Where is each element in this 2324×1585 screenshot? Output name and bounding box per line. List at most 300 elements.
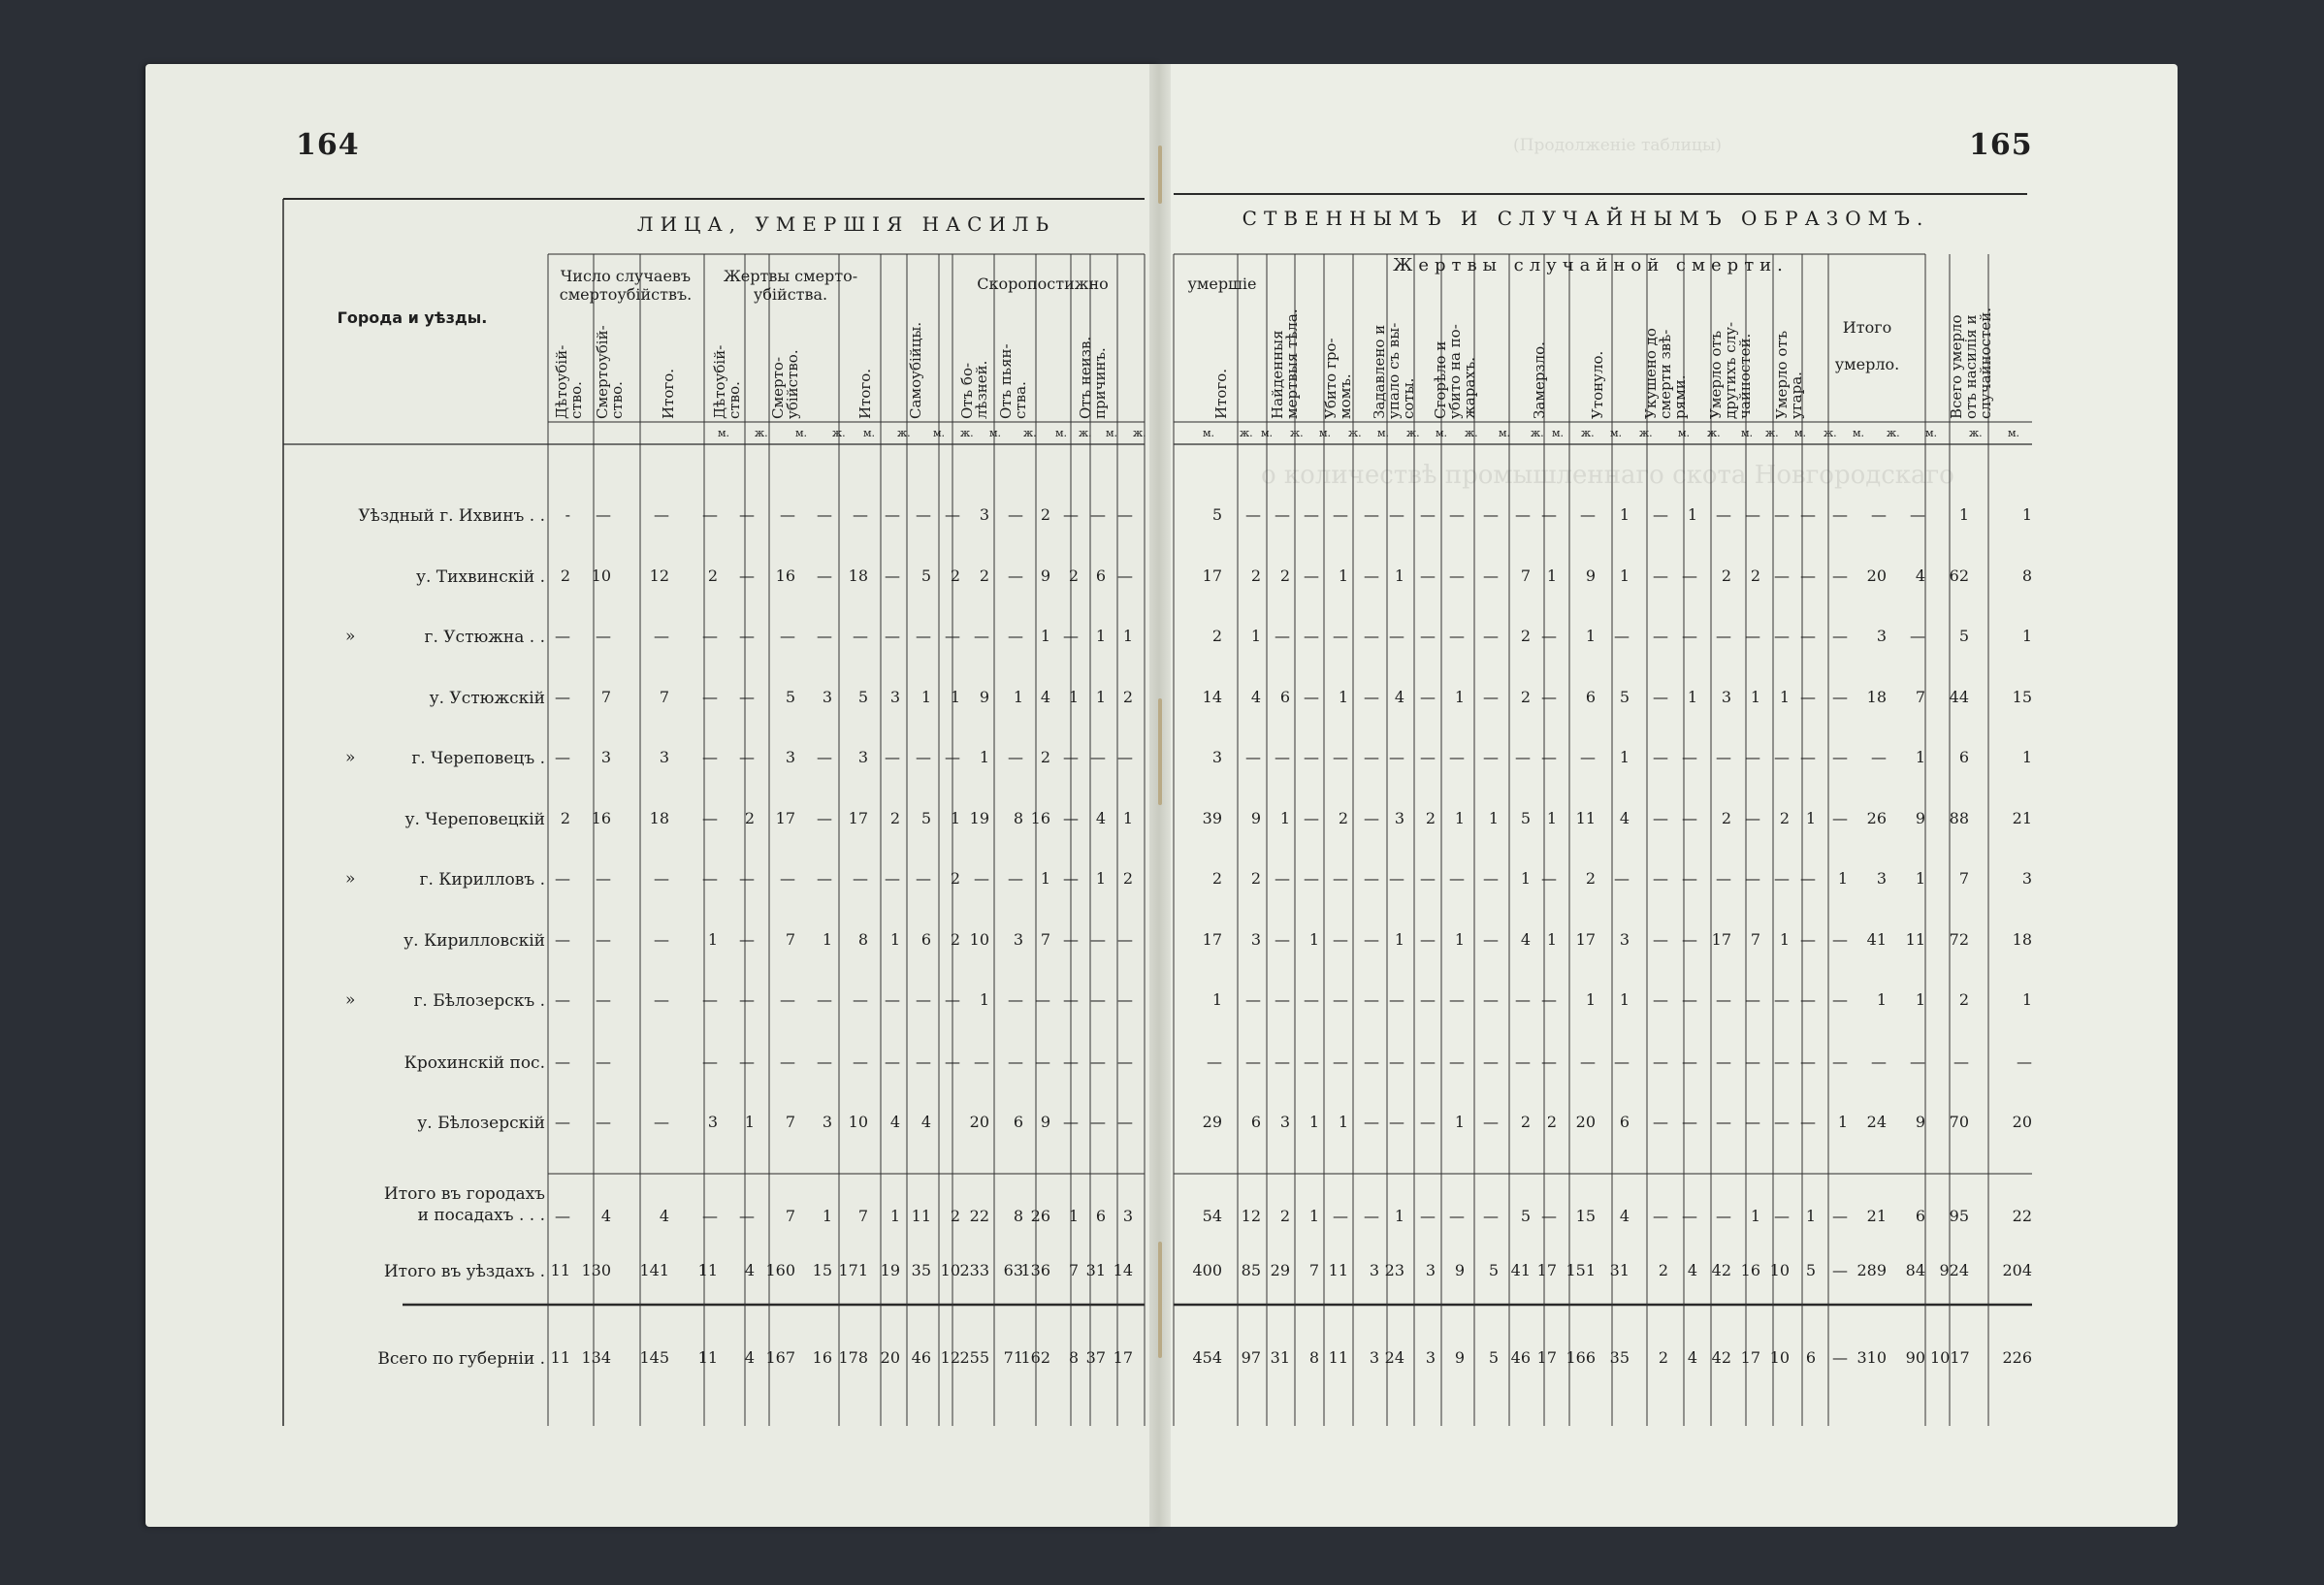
- table-cell: 42: [1711, 1261, 1731, 1279]
- table-cell: —: [853, 1052, 868, 1071]
- page-number-right: 165: [1969, 128, 2033, 162]
- table-cell: 1: [2021, 990, 2032, 1009]
- row-label: Итого въ городахъ и посадахъ . . .: [383, 1184, 545, 1225]
- table-cell: 1: [1338, 1113, 1348, 1131]
- table-cell: 4: [1915, 566, 1925, 585]
- table-cell: 6: [1619, 1113, 1630, 1131]
- table-cell: 1: [1095, 627, 1106, 645]
- table-cell: 2: [1211, 869, 1222, 888]
- table-cell: 1: [950, 688, 960, 706]
- table-cell: 7: [659, 688, 669, 706]
- table-cell: 1: [1394, 1207, 1404, 1225]
- table-cell: —: [1389, 1052, 1404, 1071]
- table-cell: —: [654, 990, 669, 1009]
- table-cell: —: [1515, 748, 1531, 766]
- table-cell: —: [1682, 990, 1697, 1009]
- table-cell: 1: [1250, 627, 1261, 645]
- table-cell: 3: [1279, 1113, 1290, 1131]
- table-cell: 9: [1585, 566, 1596, 585]
- table-cell: —: [945, 505, 960, 524]
- table-cell: —: [1304, 809, 1319, 827]
- table-cell: —: [1832, 688, 1848, 706]
- table-cell: —: [853, 990, 868, 1009]
- table-cell: —: [1063, 1113, 1079, 1131]
- row-label: г. Кирилловъ .: [419, 870, 545, 890]
- table-cell: 11: [550, 1348, 570, 1367]
- table-cell: 17: [1202, 566, 1222, 585]
- table-cell: 17: [1575, 930, 1596, 949]
- table-cell: —: [739, 869, 755, 888]
- table-cell: 5: [1520, 1207, 1531, 1225]
- table-cell: 2: [1040, 748, 1050, 766]
- table-cell: 62: [1949, 566, 1969, 585]
- table-cell: —: [945, 990, 960, 1009]
- table-cell: —: [1008, 505, 1023, 524]
- table-cell: 160: [765, 1261, 795, 1279]
- table-cell: 3: [1425, 1348, 1436, 1367]
- table-cell: —: [1275, 627, 1290, 645]
- table-title-right: СТВЕННЫМЪ И СЛУЧАЙНЫМЪ ОБРАЗОМЪ.: [1242, 207, 1930, 230]
- sex-label: ж.: [1581, 427, 1595, 439]
- table-cell: 1: [979, 748, 989, 766]
- table-cell: —: [1304, 748, 1319, 766]
- table-cell: —: [1774, 1052, 1790, 1071]
- table-cell: 1: [1122, 809, 1133, 827]
- table-cell: 12: [1241, 1207, 1261, 1225]
- table-cell: —: [1117, 930, 1133, 949]
- table-cell: 1: [1687, 688, 1697, 706]
- table-cell: 3: [1369, 1261, 1379, 1279]
- table-cell: 14: [1202, 688, 1222, 706]
- table-cell: —: [1800, 688, 1816, 706]
- row-label: у. Тихвинскій .: [415, 567, 545, 587]
- table-cell: —: [702, 869, 718, 888]
- table-cell: —: [739, 990, 755, 1009]
- table-cell: —: [1364, 627, 1379, 645]
- sex-label: м.: [1261, 427, 1274, 439]
- table-cell: 2: [1750, 566, 1760, 585]
- table-cell: 4: [1619, 809, 1630, 827]
- table-cell: —: [1541, 990, 1557, 1009]
- table-cell: 6: [1095, 1207, 1106, 1225]
- table-cell: —: [1063, 627, 1079, 645]
- table-cell: 1: [1915, 748, 1925, 766]
- table-cell: —: [1483, 748, 1499, 766]
- table-cell: 5: [1958, 627, 1969, 645]
- ditto-mark: »: [345, 990, 356, 1010]
- table-cell: 4: [1687, 1261, 1697, 1279]
- table-cell: —: [702, 688, 718, 706]
- table-cell: 1: [1308, 930, 1319, 949]
- table-cell: —: [1653, 869, 1668, 888]
- table-cell: —: [1245, 748, 1261, 766]
- table-cell: —: [1483, 688, 1499, 706]
- table-cell: 5: [1488, 1261, 1499, 1279]
- table-cell: 3: [822, 1113, 832, 1131]
- table-cell: —: [1832, 748, 1848, 766]
- table-cell: 136: [1020, 1261, 1050, 1279]
- table-cell: 310: [1856, 1348, 1887, 1367]
- column-header-illness: Отъ бо- лѣзней.: [958, 360, 990, 419]
- table-cell: 2: [950, 566, 960, 585]
- table-cell: 2: [1520, 1113, 1531, 1131]
- table-cell: 3: [857, 748, 868, 766]
- table-cell: 1: [1488, 809, 1499, 827]
- sex-label: ж.: [1348, 427, 1362, 439]
- sex-label: м.: [1925, 427, 1938, 439]
- table-cell: —: [1774, 1207, 1790, 1225]
- table-cell: —: [1245, 1052, 1261, 1071]
- table-cell: 16: [812, 1348, 832, 1367]
- row-label: у. Череповецкій: [404, 810, 545, 829]
- sex-label: ж.: [897, 427, 911, 439]
- table-cell: 8: [1308, 1348, 1319, 1367]
- table-cell: —: [1483, 505, 1499, 524]
- table-cell: 3: [659, 748, 669, 766]
- table-cell: —: [885, 627, 900, 645]
- table-cell: 1: [1837, 869, 1848, 888]
- table-cell: 1: [1308, 1207, 1319, 1225]
- table-cell: —: [1333, 505, 1348, 524]
- table-cell: 11: [1328, 1261, 1348, 1279]
- table-cell: 11: [1328, 1348, 1348, 1367]
- table-cell: 7: [1750, 930, 1760, 949]
- table-cell: 18: [848, 566, 868, 585]
- table-cell: —: [555, 1052, 570, 1071]
- table-cell: —: [1275, 748, 1290, 766]
- table-cell: —: [596, 930, 611, 949]
- table-cell: 2: [1658, 1261, 1668, 1279]
- table-cell: 10: [1769, 1261, 1790, 1279]
- table-cell: 7: [1915, 688, 1925, 706]
- table-cell: —: [1389, 627, 1404, 645]
- table-cell: 19: [969, 809, 989, 827]
- table-cell: —: [817, 748, 832, 766]
- table-cell: —: [555, 869, 570, 888]
- table-cell: 1: [1546, 930, 1557, 949]
- table-cell: 8: [1013, 1207, 1023, 1225]
- table-cell: 1: [1750, 688, 1760, 706]
- table-cell: —: [885, 566, 900, 585]
- table-cell: 8: [2021, 566, 2032, 585]
- sex-label: м.: [989, 427, 1002, 439]
- table-cell: —: [1420, 930, 1436, 949]
- table-cell: 1: [1619, 566, 1630, 585]
- table-cell: —: [1420, 1052, 1436, 1071]
- table-cell: 14: [1113, 1261, 1133, 1279]
- table-cell: —: [1420, 566, 1436, 585]
- table-cell: 2: [1122, 869, 1133, 888]
- table-cell: 2: [1211, 627, 1222, 645]
- table-cell: —: [1063, 809, 1079, 827]
- table-cell: —: [739, 566, 755, 585]
- table-cell: —: [1364, 930, 1379, 949]
- table-cell: 1: [889, 930, 900, 949]
- table-cell: 141: [639, 1261, 669, 1279]
- table-cell: 400: [1192, 1261, 1222, 1279]
- table-cell: 35: [911, 1261, 931, 1279]
- table-cell: —: [1682, 1113, 1697, 1131]
- table-cell: 1: [1805, 809, 1816, 827]
- table-cell: —: [1745, 748, 1760, 766]
- table-cell: —: [702, 809, 718, 827]
- table-cell: —: [1090, 1113, 1106, 1131]
- table-cell: 12: [649, 566, 669, 585]
- table-cell: 2: [1122, 688, 1133, 706]
- table-cell: —: [1304, 990, 1319, 1009]
- table-cell: 7: [1040, 930, 1050, 949]
- table-cell: 3: [889, 688, 900, 706]
- table-cell: 3: [1721, 688, 1731, 706]
- table-cell: —: [853, 505, 868, 524]
- table-cell: 97: [1241, 1348, 1261, 1367]
- table-cell: —: [916, 869, 931, 888]
- table-cell: 20: [880, 1348, 900, 1367]
- table-cell: 1: [1619, 990, 1630, 1009]
- table-cell: —: [1653, 505, 1668, 524]
- table-cell: 4: [1394, 688, 1404, 706]
- column-header-suicides: Самоубійцы.: [907, 321, 924, 419]
- sex-label: ж.: [1240, 427, 1253, 439]
- table-cell: 1: [822, 930, 832, 949]
- table-cell: 31: [1609, 1261, 1630, 1279]
- table-cell: —: [1063, 505, 1079, 524]
- table-cell: 2: [1250, 869, 1261, 888]
- table-cell: 3: [600, 748, 611, 766]
- table-cell: 3: [785, 748, 795, 766]
- table-cell: —: [1389, 869, 1404, 888]
- table-cell: 23: [1384, 1261, 1404, 1279]
- table-cell: —: [1090, 748, 1106, 766]
- table-cell: —: [1364, 688, 1379, 706]
- sex-label: ж.: [1133, 427, 1146, 439]
- table-cell: —: [1580, 748, 1596, 766]
- table-cell: 1: [1546, 809, 1557, 827]
- row-label: Крохинскій пос.: [403, 1053, 545, 1073]
- sex-label: м.: [1794, 427, 1807, 439]
- table-cell: 1: [1394, 566, 1404, 585]
- table-cell: —: [1716, 1052, 1731, 1071]
- row-label: у. Бѣлозерскій: [417, 1114, 545, 1133]
- table-cell: —: [1832, 1348, 1848, 1367]
- table-cell: —: [1832, 505, 1848, 524]
- table-cell: 26: [1030, 1207, 1050, 1225]
- table-cell: 1: [1876, 990, 1887, 1009]
- table-cell: 162: [1020, 1348, 1050, 1367]
- table-cell: 6: [1805, 1348, 1816, 1367]
- table-cell: 46: [911, 1348, 931, 1367]
- table-cell: —: [1953, 1052, 1969, 1071]
- table-cell: —: [1008, 869, 1023, 888]
- table-cell: 7: [1308, 1261, 1319, 1279]
- table-cell: —: [1614, 627, 1630, 645]
- table-cell: —: [1063, 990, 1079, 1009]
- sex-label: ж.: [832, 427, 846, 439]
- table-cell: —: [1449, 748, 1465, 766]
- column-header-v-infant: Дѣтоубій- ство.: [711, 344, 743, 419]
- sex-label: м.: [1678, 427, 1691, 439]
- table-cell: 1: [1750, 1207, 1760, 1225]
- table-cell: 17: [1202, 930, 1222, 949]
- table-cell: —: [596, 627, 611, 645]
- sex-label: ж.: [1824, 427, 1837, 439]
- table-cell: 1: [1338, 566, 1348, 585]
- sex-label: м.: [1055, 427, 1068, 439]
- table-cell: —: [1483, 990, 1499, 1009]
- column-header-fire: Сгорѣло и убито на по- жарахъ.: [1432, 324, 1478, 419]
- table-cell: 1: [1520, 869, 1531, 888]
- table-cell: 4: [1520, 930, 1531, 949]
- table-cell: 20: [969, 1113, 989, 1131]
- table-cell: —: [817, 627, 832, 645]
- table-cell: 6: [1250, 1113, 1261, 1131]
- table-cell: —: [1774, 627, 1790, 645]
- table-cell: —: [1008, 748, 1023, 766]
- table-cell: 9: [1040, 566, 1050, 585]
- table-cell: —: [1364, 566, 1379, 585]
- table-cell: -: [565, 505, 570, 524]
- table-cell: 145: [639, 1348, 669, 1367]
- sex-label: м.: [1436, 427, 1448, 439]
- sex-label: ж.: [1639, 427, 1653, 439]
- table-cell: 19: [880, 1261, 900, 1279]
- table-cell: —: [780, 869, 795, 888]
- table-cell: —: [1483, 1113, 1499, 1131]
- table-cell: —: [596, 990, 611, 1009]
- table-cell: —: [654, 505, 669, 524]
- table-cell: 21: [2012, 809, 2032, 827]
- table-cell: —: [974, 869, 989, 888]
- table-cell: —: [654, 1113, 669, 1131]
- table-cell: —: [1117, 748, 1133, 766]
- table-cell: —: [1871, 748, 1887, 766]
- table-cell: —: [1541, 505, 1557, 524]
- table-cell: —: [1774, 566, 1790, 585]
- table-cell: —: [1653, 990, 1668, 1009]
- table-cell: —: [1774, 748, 1790, 766]
- table-cell: —: [780, 1052, 795, 1071]
- table-cell: 20: [2012, 1113, 2032, 1131]
- table-cell: 1: [2021, 627, 2032, 645]
- table-cell: —: [1832, 627, 1848, 645]
- group-sudden: Скоропостижно: [977, 275, 1109, 293]
- table-cell: 31: [1085, 1261, 1106, 1279]
- table-cell: —: [1449, 505, 1465, 524]
- table-cell: 1: [889, 1207, 900, 1225]
- table-cell: —: [1117, 505, 1133, 524]
- table-cell: 3: [1425, 1261, 1436, 1279]
- table-cell: 84: [1905, 1261, 1925, 1279]
- table-cell: 10: [1769, 1348, 1790, 1367]
- table-cell: —: [1541, 1207, 1557, 1225]
- table-cell: —: [1364, 869, 1379, 888]
- table-cell: 1: [1040, 627, 1050, 645]
- sex-label: ж.: [1079, 427, 1092, 439]
- table-cell: —: [1716, 869, 1731, 888]
- table-cell: —: [1774, 869, 1790, 888]
- table-cell: 37: [1085, 1348, 1106, 1367]
- table-cell: —: [1745, 809, 1760, 827]
- table-cell: —: [1716, 1207, 1731, 1225]
- table-cell: —: [1515, 1052, 1531, 1071]
- table-cell: 41: [1866, 930, 1887, 949]
- column-header-sudden-total: Итого.: [1212, 368, 1230, 419]
- table-cell: 6: [1915, 1207, 1925, 1225]
- table-cell: —: [1483, 869, 1499, 888]
- table-cell: 7: [1958, 869, 1969, 888]
- table-cell: —: [1090, 990, 1106, 1009]
- table-cell: 20: [1866, 566, 1887, 585]
- table-cell: —: [1832, 1052, 1848, 1071]
- table-cell: 2: [950, 1207, 960, 1225]
- table-cell: 5: [785, 688, 795, 706]
- sex-label: м.: [1499, 427, 1511, 439]
- table-cell: 1: [1068, 1207, 1079, 1225]
- table-cell: 9: [1250, 809, 1261, 827]
- table-cell: 7: [785, 930, 795, 949]
- table-cell: —: [2017, 1052, 2032, 1071]
- table-cell: —: [1774, 990, 1790, 1009]
- table-cell: —: [885, 1052, 900, 1071]
- table-cell: 21: [1866, 1207, 1887, 1225]
- table-cell: —: [1483, 566, 1499, 585]
- table-cell: 3: [1369, 1348, 1379, 1367]
- row-label: Всего по губерніи .: [377, 1349, 545, 1369]
- table-cell: 17: [1113, 1348, 1133, 1367]
- table-cell: —: [1420, 688, 1436, 706]
- table-cell: —: [1364, 990, 1379, 1009]
- table-cell: 2: [1250, 566, 1261, 585]
- table-cell: 2: [1520, 627, 1531, 645]
- table-cell: —: [739, 1052, 755, 1071]
- table-cell: 5: [920, 809, 931, 827]
- column-header-drowned: Утонуло.: [1589, 350, 1606, 419]
- table-cell: 10: [591, 566, 611, 585]
- table-cell: —: [853, 627, 868, 645]
- ditto-mark: »: [345, 869, 356, 889]
- table-cell: 3: [1619, 930, 1630, 949]
- table-cell: —: [1063, 930, 1079, 949]
- table-cell: —: [1275, 1052, 1290, 1071]
- table-cell: —: [1275, 930, 1290, 949]
- sex-label: м.: [933, 427, 946, 439]
- table-cell: 2: [1040, 505, 1050, 524]
- table-cell: —: [1541, 869, 1557, 888]
- table-cell: 16: [775, 566, 795, 585]
- table-cell: 1: [1837, 1113, 1848, 1131]
- table-cell: 44: [1949, 688, 1969, 706]
- table-cell: —: [1832, 566, 1848, 585]
- table-cell: 10: [969, 930, 989, 949]
- table-cell: 54: [1202, 1207, 1222, 1225]
- table-cell: —: [1745, 1113, 1760, 1131]
- table-cell: 4: [1687, 1348, 1697, 1367]
- table-cell: 31: [1270, 1348, 1290, 1367]
- table-cell: 151: [1565, 1261, 1596, 1279]
- table-cell: —: [1745, 869, 1760, 888]
- table-cell: —: [1483, 1207, 1499, 1225]
- table-cell: —: [702, 1052, 718, 1071]
- table-cell: —: [702, 505, 718, 524]
- table-cell: —: [1580, 505, 1596, 524]
- row-label: Итого въ уѣздахъ .: [383, 1262, 545, 1281]
- table-cell: —: [1910, 505, 1925, 524]
- table-cell: —: [1304, 627, 1319, 645]
- table-cell: 46: [1510, 1348, 1531, 1367]
- table-cell: 4: [1040, 688, 1050, 706]
- table-cell: 3: [707, 1113, 718, 1131]
- table-cell: —: [596, 505, 611, 524]
